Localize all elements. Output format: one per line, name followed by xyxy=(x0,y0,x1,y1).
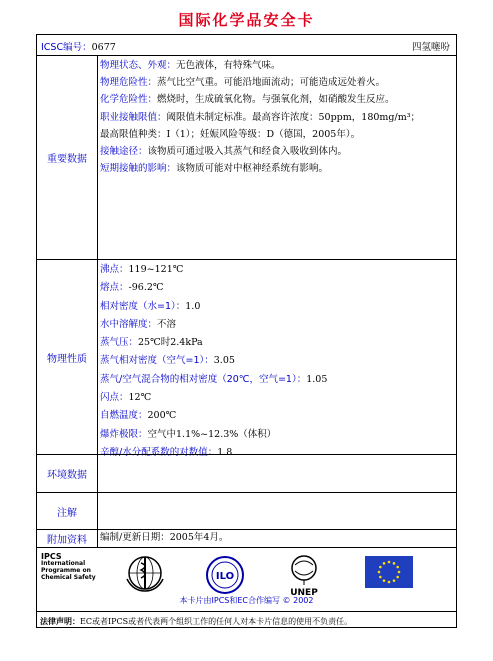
eu-star-icon xyxy=(393,562,396,565)
property-value: 25℃时2.4kPa xyxy=(138,337,203,349)
property-value: 200℃ xyxy=(147,410,177,422)
property-key: 沸点： xyxy=(100,264,129,275)
eu-star-icon xyxy=(396,576,399,579)
property-value: 12℃ xyxy=(128,392,152,404)
property-key: 相对密度（水=1）： xyxy=(100,300,186,312)
section-label: 物理性质 xyxy=(37,260,98,454)
property-value: 3.05 xyxy=(213,355,235,367)
property-line xyxy=(98,334,456,352)
eu-star-icon xyxy=(379,576,382,579)
credit-text: 本卡片由IPCS和EC合作编写 © 2002 xyxy=(179,596,314,605)
section-label: 重要数据 xyxy=(37,56,98,259)
property-key: 蒸气压： xyxy=(100,337,139,349)
svg-text:ILO: ILO xyxy=(215,571,235,582)
property-line xyxy=(98,160,456,177)
property-key: 熔点： xyxy=(100,282,129,294)
property-value: 1.8 xyxy=(217,446,233,458)
property-line xyxy=(98,389,456,407)
property-value: 1.05 xyxy=(306,373,328,385)
property-line xyxy=(98,126,456,143)
eu-star-icon xyxy=(388,561,391,564)
property-key: 接触途径： xyxy=(100,146,148,158)
property-value: 燃烧时，生成硫氧化物。与强氧化剂，如硝酸发生反应。 xyxy=(157,94,395,106)
property-value: 1.0 xyxy=(185,300,201,312)
property-value: -96.2℃ xyxy=(128,282,164,294)
property-line xyxy=(98,261,456,279)
physical-property-lines xyxy=(98,260,456,458)
property-key: 短期接触的影响： xyxy=(100,163,177,175)
legal-text: EC或者IPCS或者代表两个组织工作的任何人对本卡片信息的使用不负责任。 xyxy=(80,617,353,626)
eu-star-icon xyxy=(398,571,401,574)
property-key: 爆炸极限： xyxy=(100,428,148,440)
legal-statement xyxy=(37,611,456,629)
environment-section xyxy=(37,454,456,492)
property-key: 闪点： xyxy=(100,392,129,404)
additional-info-section xyxy=(37,529,456,547)
property-line xyxy=(98,57,456,74)
chemical-name: 四氢噻吩 xyxy=(411,42,450,53)
property-key: 水中溶解度： xyxy=(100,318,158,330)
property-line xyxy=(98,109,456,126)
legal-label: 法律声明： xyxy=(40,617,80,626)
eu-flag-icon xyxy=(365,556,413,588)
eu-star-icon xyxy=(388,581,391,584)
page-title: 国际化学品安全卡 xyxy=(178,11,315,29)
property-value: 阈限值未制定标准。最高容许浓度：50ppm，180mg/m³； xyxy=(166,111,421,123)
card-header xyxy=(37,35,456,55)
notes-section xyxy=(37,492,456,529)
unep-logo-icon xyxy=(281,553,327,597)
property-value: 无色液体，有特殊气味。 xyxy=(176,60,281,71)
eu-star-icon xyxy=(383,562,386,565)
ilo-logo-icon xyxy=(205,555,245,595)
eu-star-icon xyxy=(383,579,386,582)
icsc-number: 0677 xyxy=(91,42,116,53)
important-data-lines xyxy=(98,56,456,259)
property-key: 化学危险性： xyxy=(100,94,158,106)
section-label: 注解 xyxy=(37,493,98,529)
property-value: 119~121℃ xyxy=(128,264,184,275)
eu-star-icon xyxy=(379,566,382,569)
icsc-label: ICSC编号： xyxy=(41,42,92,53)
property-line xyxy=(98,279,456,297)
section-label: 环境数据 xyxy=(37,455,98,492)
property-line xyxy=(98,352,456,370)
property-key: 蒸气/空气混合物的相对密度（20℃，空气=1）： xyxy=(100,373,307,385)
property-value: 不溶 xyxy=(157,318,177,330)
property-line xyxy=(98,91,456,108)
property-value: 最高限值种类：I（1）；妊娠风险等级：D（德国，2005年）。 xyxy=(100,128,361,140)
property-key: 蒸气相对密度（空气=1）： xyxy=(100,355,214,367)
property-line xyxy=(98,143,456,160)
eu-star-icon xyxy=(378,571,381,574)
property-key: 物理危险性： xyxy=(100,77,158,89)
eu-star-icon xyxy=(393,579,396,582)
footer-logos xyxy=(37,547,456,611)
section-label: 附加资料 xyxy=(37,530,98,547)
property-line xyxy=(98,74,456,91)
property-key: 职业接触限值： xyxy=(100,111,167,123)
property-line xyxy=(98,407,456,425)
safety-card xyxy=(36,34,457,628)
property-key: 辛醇/水分配系数的对数值： xyxy=(100,446,218,458)
who-logo-icon xyxy=(123,555,167,593)
svg-text:UNEP: UNEP xyxy=(290,588,318,597)
property-value: 该物质可通过吸入其蒸气和经食入吸收到体内。 xyxy=(147,146,348,158)
physical-properties-section xyxy=(37,259,456,458)
property-line xyxy=(98,426,456,444)
property-value: 该物质可能对中枢神经系统有影响。 xyxy=(176,163,329,175)
eu-star-icon xyxy=(396,566,399,569)
property-key: 自燃温度： xyxy=(100,410,148,422)
compile-date: 编制/更新日期：2005年4月。 xyxy=(100,532,229,543)
property-value: 蒸气比空气重。可能沿地面流动；可能造成远处着火。 xyxy=(157,77,386,89)
important-data-section xyxy=(37,55,456,259)
property-line xyxy=(98,298,456,316)
property-line xyxy=(98,316,456,334)
property-key: 物理状态、外观： xyxy=(100,60,177,71)
property-line xyxy=(98,371,456,389)
property-value: 空气中1.1%~12.3%（体积） xyxy=(147,428,277,440)
ipcs-logo-text: IPCS International Programme on Chemical Safety xyxy=(41,552,96,581)
